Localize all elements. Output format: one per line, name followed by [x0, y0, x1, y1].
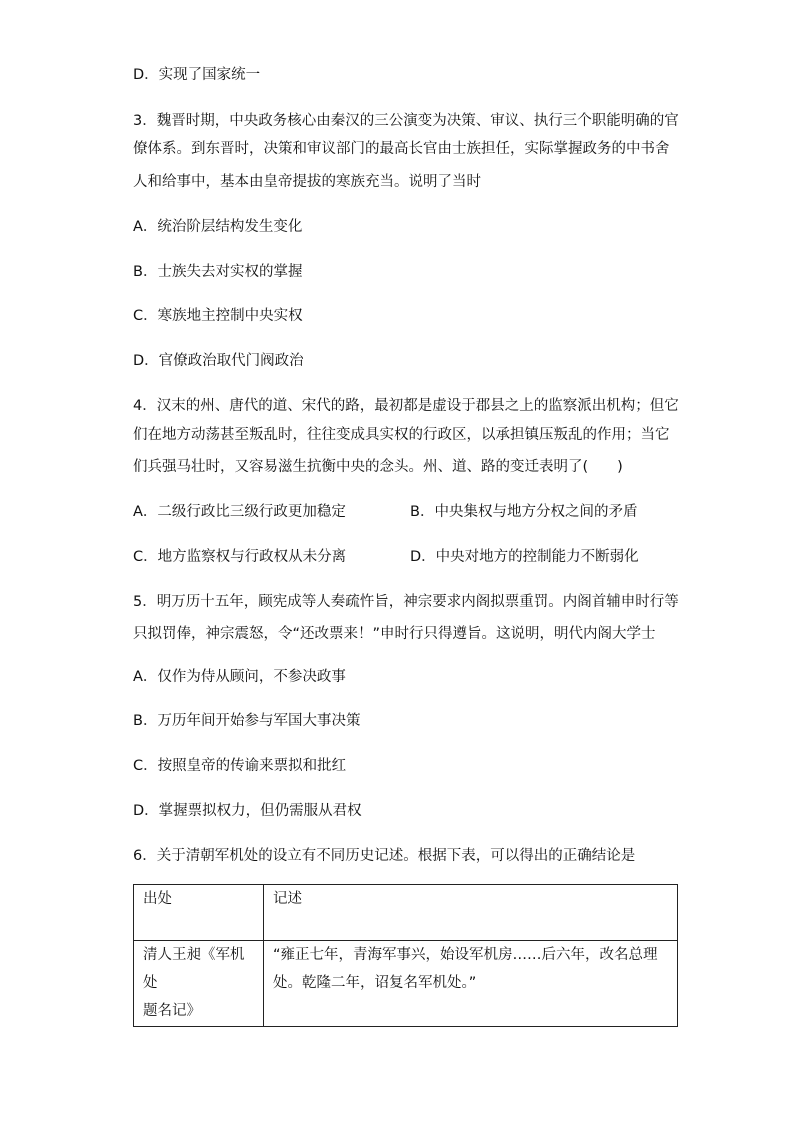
q3-option-a: A．统治阶层结构发生变化 — [133, 219, 303, 235]
source-line-2: 题名记》 — [143, 1003, 201, 1019]
table-header-row — [134, 885, 678, 941]
q4-stem-line-3: 们兵强马壮时，又容易滋生抗衡中央的念头。州、道、路的变迁表明了( ) — [133, 459, 623, 475]
q6-table — [133, 884, 678, 1027]
q5-option-d: D．掌握票拟权力，但仍需服从君权 — [133, 803, 362, 819]
q4-option-b: B．中央集权与地方分权之间的矛盾 — [410, 504, 638, 520]
q4-option-c: C．地方监察权与行政权从未分离 — [133, 549, 347, 565]
q5-option-a: A．仅作为侍从顾问，不参决政事 — [133, 669, 346, 685]
table-header-record: 记述 — [264, 885, 678, 941]
q4-stem-line-2: 们在地方动荡甚至叛乱时，往往变成具实权的行政区，以承担镇压叛乱的作用；当它 — [133, 427, 670, 443]
q4-option-d: D．中央对地方的控制能力不断弱化 — [410, 549, 639, 565]
record-line-1: “雍正七年，青海军事兴，始设军机房……后六年，改名总理 — [273, 947, 658, 963]
q3-option-c: C．寒族地主控制中央实权 — [133, 308, 303, 324]
q4-stem-line-1: 4．汉末的州、唐代的道、宋代的路，最初都是虚设于郡县之上的监察派出机构；但它 — [133, 398, 679, 414]
q3-stem-line-2: 僚体系。到东晋时，决策和审议部门的最高长官由士族担任，实际掌握政务的中书舍 — [133, 141, 670, 157]
q3-stem-line-3: 人和给事中，基本由皇帝提拔的寒族充当。说明了当时 — [133, 174, 481, 190]
q3-option-d: D．官僚政治取代门阀政治 — [133, 353, 304, 369]
q4-option-a: A．二级行政比三级行政更加稳定 — [133, 504, 346, 520]
q5-option-b: B．万历年间开始参与军国大事决策 — [133, 713, 361, 729]
q2-option-d: D．实现了国家统一 — [133, 67, 261, 83]
table-header-source: 出处 — [134, 885, 264, 941]
q5-stem-line-1: 5．明万历十五年，顾宪成等人奏疏忤旨，神宗要求内阁拟票重罚。内阁首辅申时行等 — [133, 594, 679, 610]
q3-option-b: B．士族失去对实权的掌握 — [133, 264, 303, 280]
table-cell-source — [134, 941, 264, 1027]
table-row — [134, 941, 678, 1027]
q6-stem: 6．关于清朝军机处的设立有不同历史记述。根据下表，可以得出的正确结论是 — [133, 848, 636, 864]
q5-stem-line-2: 只拟罚俸，神宗震怒，令“还改票来！”申时行只得遵旨。这说明，明代内阁大学士 — [133, 626, 656, 642]
q3-stem-line-1: 3．魏晋时期，中央政务核心由秦汉的三公演变为决策、审议、执行三个职能明确的官 — [133, 113, 679, 129]
q5-option-c: C．按照皇帝的传谕来票拟和批红 — [133, 758, 347, 774]
record-line-2: 处。乾隆二年，诏复名军机处。” — [273, 975, 477, 991]
table-cell-record — [264, 941, 678, 1027]
source-line-1: 清人王昶《军机处 — [143, 947, 245, 991]
